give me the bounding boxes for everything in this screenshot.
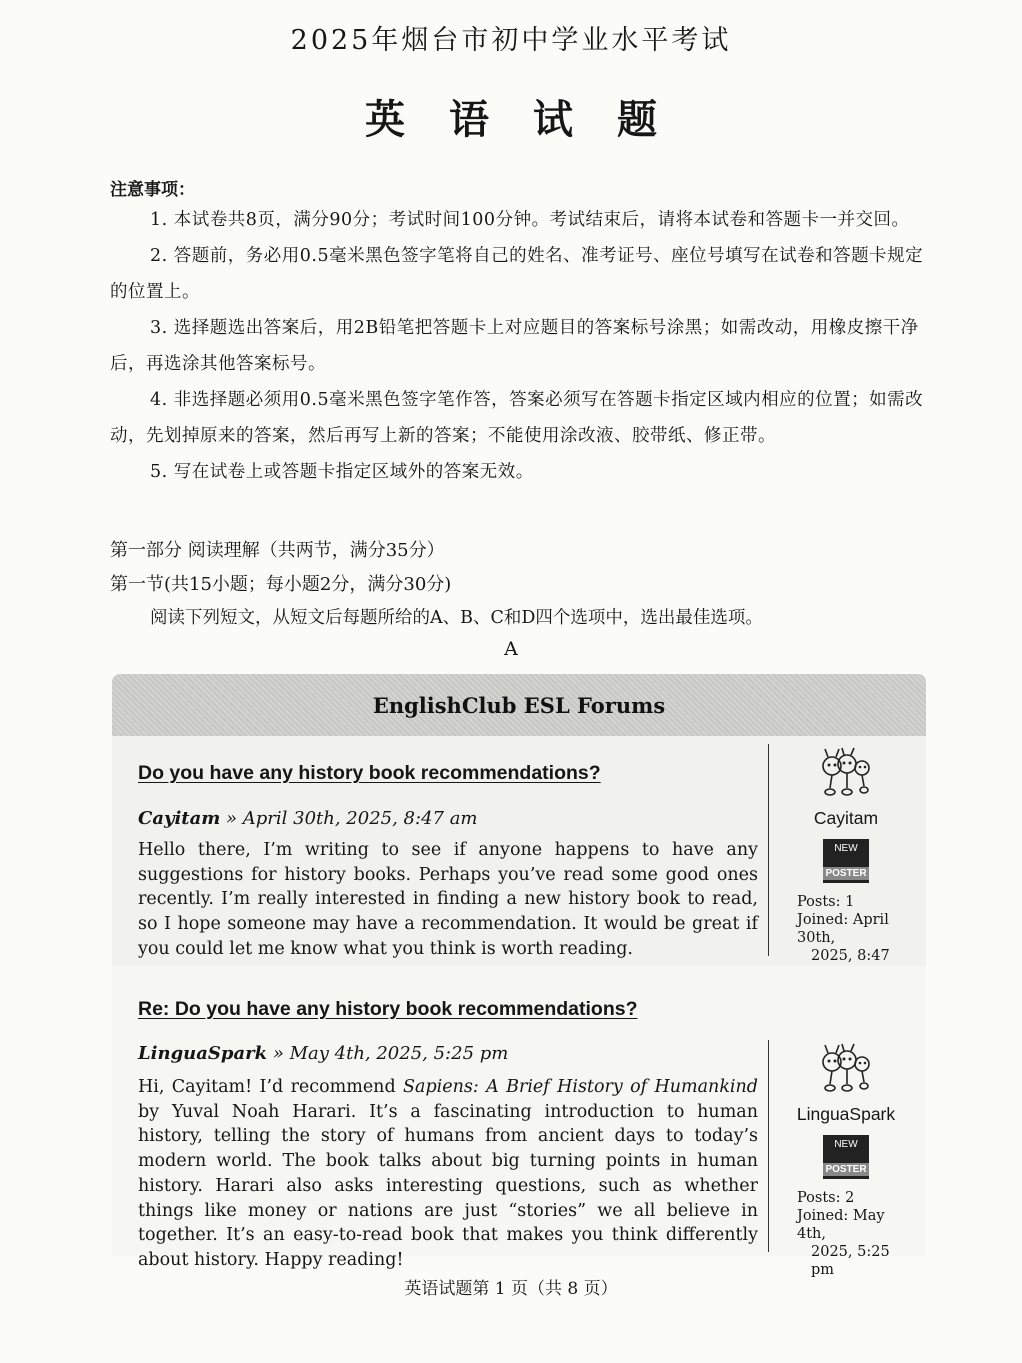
- new-poster-badge: [823, 1135, 869, 1179]
- note-item: 2. 答题前，务必用0.5毫米黑色签字笔将自己的姓名、准考证号、座位号填写在试卷和答题卡规定的位置上。: [110, 246, 924, 302]
- post-divider: [768, 744, 769, 956]
- note-item: 3. 选择题选出答案后，用2B铅笔把答题卡上对应题目的答案标号涂黑；如需改动，用橡皮擦干净后，再选涂其他答案标号。: [110, 318, 919, 374]
- user-posts: Posts: 2: [797, 1190, 855, 1206]
- new-poster-badge: [823, 839, 869, 883]
- post-byline: [138, 808, 478, 829]
- subject-title: 英语试题: [365, 96, 701, 143]
- user-posts: Posts: 1: [797, 894, 855, 910]
- user-joined-date: 2025, 5:25 pm: [811, 1244, 890, 1278]
- post-author: LinguaSpark: [138, 1043, 268, 1064]
- notes-heading: 注意事项：: [110, 180, 195, 200]
- badge-bottom: POSTER: [823, 1163, 869, 1176]
- instructions: 阅读下列短文，从短文后每题所给的A、B、C和D四个选项中，选出最佳选项。: [150, 608, 763, 628]
- book-title: Sapiens: A Brief History of Humankind: [403, 1077, 759, 1097]
- username: Cayitam: [813, 808, 879, 828]
- note-item: 4. 非选择题必须用0.5毫米黑色签字笔作答，答案必须写在答题卡指定区域内相应的位置；如需改动，先划掉原来的答案，然后再写上新的答案；不能使用涂改液、胶带纸、修正带。: [110, 390, 924, 446]
- post-title: Do you have any history book recommendations?: [138, 762, 601, 784]
- post-title: Re: Do you have any history book recommendations?: [138, 998, 638, 1020]
- exam-header: 2025年烟台市初中学业水平考试: [290, 25, 732, 56]
- badge-top: NEW: [834, 1139, 858, 1150]
- section-heading: 第一节(共15小题；每小题2分，满分30分): [110, 574, 452, 595]
- note-item: 5. 写在试卷上或答题卡指定区域外的答案无效。: [150, 462, 534, 482]
- user-panel: [781, 744, 911, 983]
- page-footer: 英语试题第 1 页（共 8 页）: [404, 1279, 618, 1299]
- post-text: [138, 1075, 758, 1273]
- part-heading: 第一部分 阅读理解（共两节，满分35分）: [110, 540, 445, 561]
- post-date: » April 30th, 2025, 8:47 am: [220, 808, 478, 829]
- avatar-icon: [814, 1040, 878, 1100]
- passage-label: A: [504, 638, 518, 660]
- notes-list: [110, 202, 926, 490]
- username: LinguaSpark: [796, 1104, 896, 1124]
- user-panel: [781, 1040, 911, 1279]
- post-divider: [768, 1040, 769, 1252]
- forum-banner: [112, 674, 926, 736]
- user-joined-date: 2025, 8:47: [811, 948, 890, 964]
- post-text: Hello there, I’m writing to see if anyone happens to have any suggestions for history books. Perhaps you’ve read some good ones recently. I’m really interested in finding a new history book to read, so I hope someone may have a recommendation. It would be great if you could let me know what you think is worth reading.: [138, 840, 758, 959]
- badge-top: NEW: [834, 843, 858, 854]
- post-text-rest: by Yuval Noah Harari. It’s a fascinating introduction to human history, telling the story of humans from ancient days to today’s modern world. The book talks about big turning points in human history. Harari also asks interesting questions, such as whether things like money or nations are just “stories” we all believe in together. It’s an easy-to-read book that makes you think differently about history. Happy reading!: [138, 1101, 758, 1270]
- badge-bottom: POSTER: [823, 867, 869, 880]
- post-byline: [138, 1043, 508, 1064]
- post-text-start: Hi, Cayitam! I’d recommend: [138, 1077, 404, 1097]
- avatar-icon: [814, 744, 878, 804]
- user-joined: Joined: May 4th,: [797, 1208, 885, 1242]
- post-date: » May 4th, 2025, 5:25 pm: [267, 1043, 509, 1064]
- user-stats: [781, 1189, 911, 1279]
- post-author: Cayitam: [138, 808, 221, 829]
- note-item: 1. 本试卷共8页，满分90分；考试时间100分钟。考试结束后，请将本试卷和答题卡一并交回。: [150, 210, 910, 230]
- user-joined: Joined: April 30th,: [797, 912, 889, 946]
- forum-title: EnglishClub ESL Forums: [372, 692, 666, 718]
